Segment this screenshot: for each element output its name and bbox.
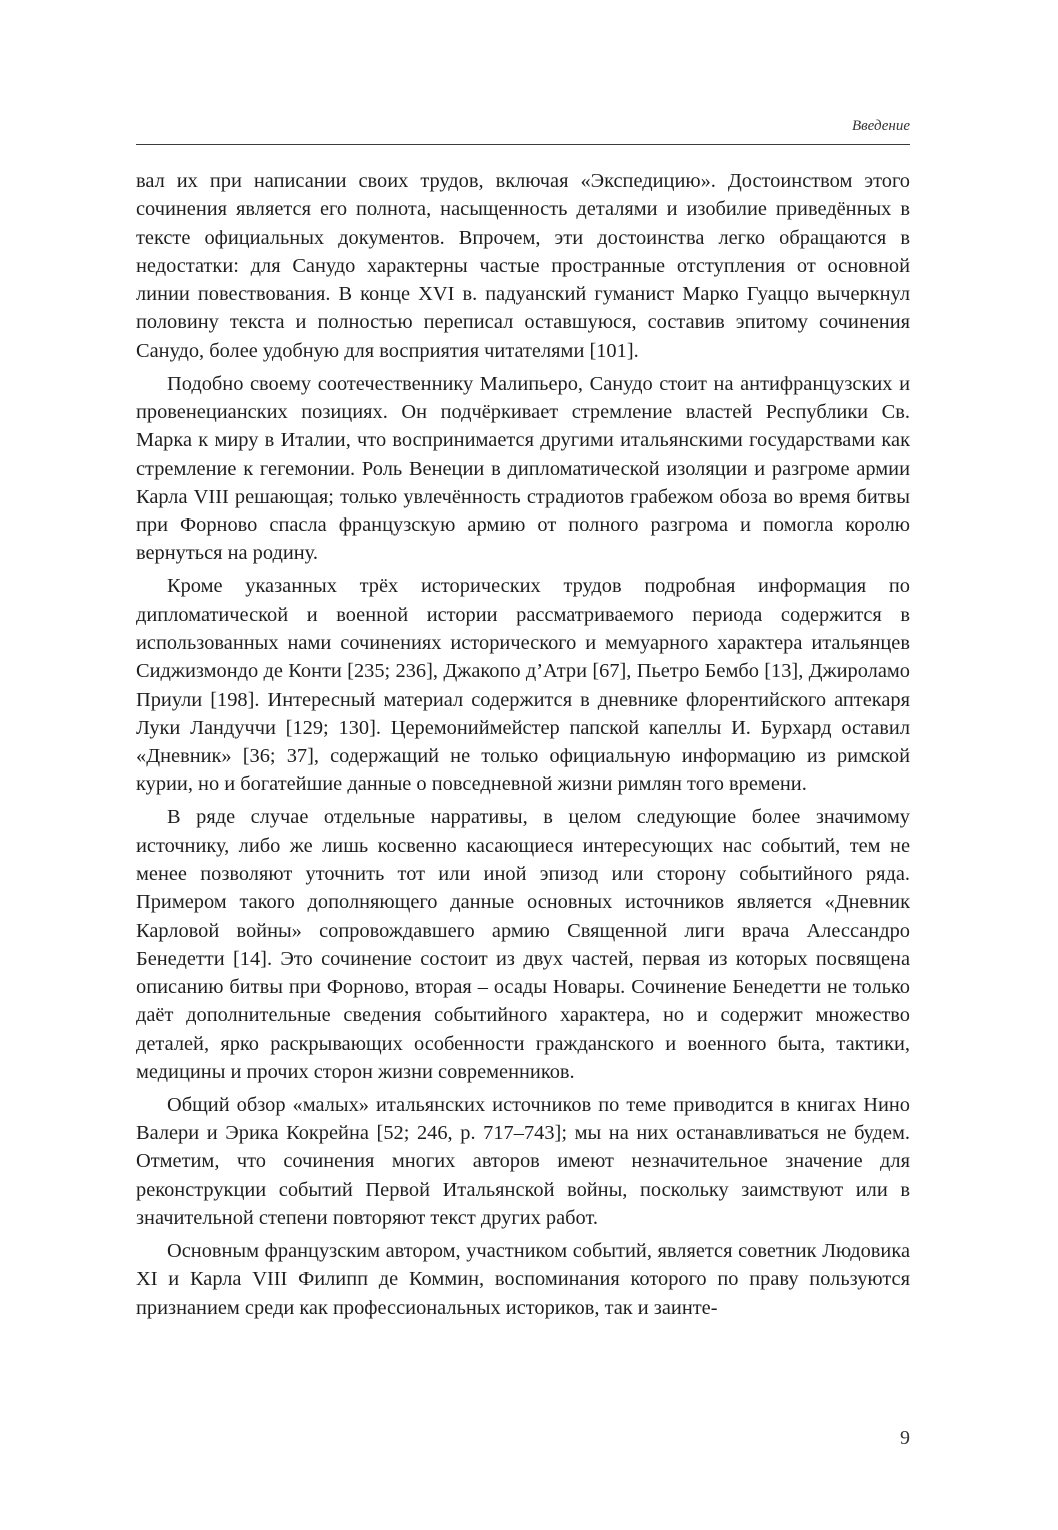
- paragraph-3: Кроме указанных трёх исторических трудов подробная информация по дипломатической и военной истории рассматриваемого периода содержится в использованных нами сочинениях исторического и мемуарного характера итальянцев Сиджизмондо де Конти [235; 236], Джакопо д’Атри [67], Пьетро Бембо [13], Джироламо Приули [198]. Интересный материал содержится в дневнике флорентийского аптекаря Луки Ландуччи [129; 130]. Церемониймейстер папской капеллы И. Бурхард оставил «Дневник» [36; 37], содержащий не только официальную информацию из римской курии, но и богатейшие данные о повседневной жизни римлян того времени.: [136, 575, 910, 796]
- page-number: 9: [900, 1427, 910, 1449]
- paragraph-1: вал их при написании своих трудов, включая «Экспедицию». Достоинством этого сочинения является его полнота, насыщенность деталями и изобилие приведённых в тексте официальных документов. Впрочем, эти достоинства легко обращаются в недостатки: для Санудо характерны частые пространные отступления от основной линии повествования. В конце XVI в. падуанский гуманист Марко Гуаццо вычеркнул половину текста и полностью переписал оставшуюся, составив эпитому сочинения Санудо, более удобную для восприятия читателями [101].: [136, 170, 910, 362]
- paragraph-6: Основным французским автором, участником событий, является советник Людовика XI и Карла VIII Филипп де Коммин, воспоминания которого по праву пользуются признанием среди как профессиональных историков, так и заинте-: [136, 1239, 910, 1319]
- header-rule: [136, 144, 910, 145]
- running-header-title: Введение: [852, 118, 910, 134]
- paragraph-2: Подобно своему соотечественнику Малипьеро, Санудо стоит на антифранцузских и провенецианских позициях. Он подчёркивает стремление властей Республики Св. Марка к миру в Италии, что воспринимается другими итальянскими государствами как стремление к гегемонии. Роль Венеции в дипломатической изоляции и разгроме армии Карла VIII решающая; только увлечённость страдиотов грабежом обоза во время битвы при Форново спасла французскую армию от полного разгрома и помогла королю вернуться на родину.: [136, 372, 910, 565]
- paragraph-5: Общий обзор «малых» итальянских источников по теме приводится в книгах Нино Валери и Эрика Кокрейна [52; 246, p. 717–743]; мы на них останавливаться не будем. Отметим, что сочинения многих авторов имеют незначительное значение для реконструкции событий Первой Итальянской войны, поскольку заимствуют или в значительной степени повторяют текст других работ.: [136, 1093, 910, 1230]
- paragraph-4: В ряде случае отдельные нарративы, в целом следующие более значимому источнику, либо же лишь косвенно касающиеся интересующих нас событий, тем не менее позволяют уточнить тот или иной эпизод или сторону событийного ряда. Примером такого дополняющего данные основных источников является «Дневник Карловой войны» сопровождавшего армию Священной лиги врача Алессандро Бенедетти [14]. Это сочинение состоит из двух частей, первая из которых посвящена описанию битвы при Форново, вторая – осады Новары. Сочинение Бенедетти не только даёт дополнительные сведения событийного характера, но и содержит множество деталей, ярко раскрывающих особенности гражданского и военного быта, тактики, медицины и прочих сторон жизни современников.: [136, 806, 910, 1083]
- body-text: [136, 167, 910, 1322]
- book-page: [136, 0, 910, 1530]
